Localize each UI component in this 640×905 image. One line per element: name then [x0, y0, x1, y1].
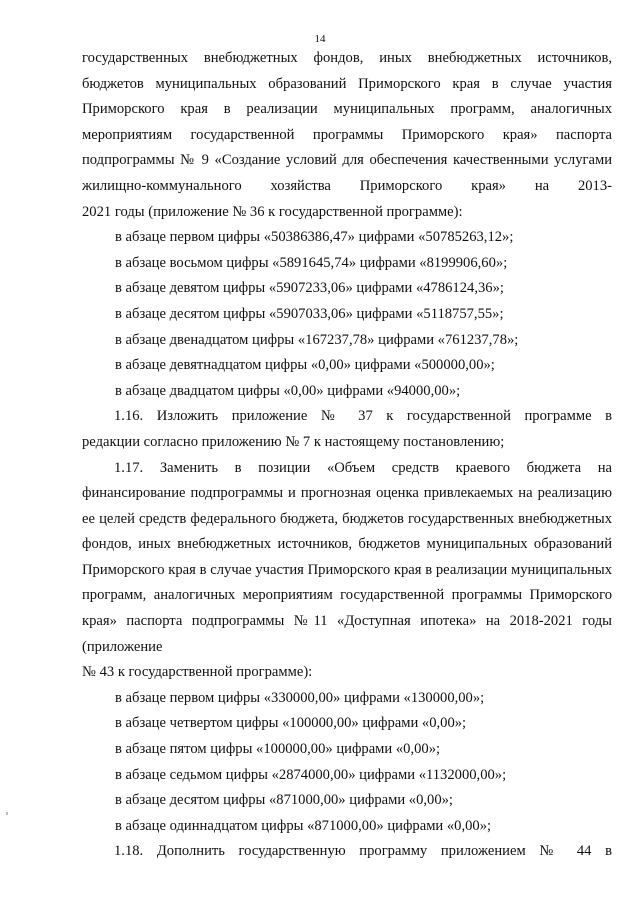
list-item: в абзаце девятом цифры «5907233,06» цифрами «4786124,36»; — [115, 280, 504, 297]
list-item: в абзаце четвертом цифры «100000,00» цифрами «0,00»; — [115, 715, 467, 732]
paragraph-1-18: 1.18. Дополнить государственную программу приложением № 44 в — [114, 843, 612, 860]
list-item: в абзаце первом цифры «330000,00» цифрами «130000,00»; — [115, 689, 485, 706]
paragraph-1-16: 1.16. Изложить приложение № 37 к государственной программе в — [114, 408, 612, 425]
list-item: в абзаце одиннадцатом цифры «871000,00» цифрами «0,00»; — [115, 817, 492, 834]
list-item: в абзаце восьмом цифры «5891645,74» цифрами «8199906,60»; — [115, 254, 508, 271]
paragraph-1-16-end: редакции согласно приложению № 7 к настоящему постановлению; — [82, 433, 505, 450]
list-item: в абзаце двенадцатом цифры «167237,78» цифрами «761237,78»; — [115, 331, 519, 348]
paragraph-1-17: 1.17. Заменить в позиции «Объем средств краевого бюджета на финансирование подпрограммы и прогнозная оценка привлекаемых на реализацию ее целей средств федерального бюджета, бюджетов государственных внебюджетных фондов, иных внебюджетных источников, бюджетов муниципальных образований Приморского края в случае участия Приморского края в реализации муниципальных программ, аналогичных мероприятиям государственной программы Приморского края» паспорта подпрограммы №11 «Доступная ипотека» на 2018-2021 годы (приложение — [82, 459, 612, 655]
scan-mark — [6, 812, 8, 815]
list-item: в абзаце двадцатом цифры «0,00» цифрами «94000,00»; — [115, 382, 461, 399]
list-item: в абзаце седьмом цифры «2874000,00» цифрами «1132000,00»; — [115, 766, 507, 783]
list-item: в абзаце первом цифры «50386386,47» цифрами «50785263,12»; — [115, 229, 514, 246]
paragraph-continuation: государственных внебюджетных фондов, иных внебюджетных источников, бюджетов муниципальных образований Приморского края в случае участия Приморского края в реализации муниципальных программ, аналогичных мероприятиям государственной программы Приморского края» паспорта подпрограммы № 9 «Создание условий для обеспечения качественными услугами жилищно-коммунального хозяйства Приморского края» на 2013- — [82, 50, 612, 194]
paragraph-1-17-end: № 43 к государственной программе): — [82, 664, 313, 681]
document-body — [82, 46, 612, 865]
list-item: в абзаце десятом цифры «871000,00» цифрами «0,00»; — [115, 792, 453, 809]
paragraph-continuation-end: 2021 годы (приложение № 36 к государственной программе): — [82, 203, 463, 220]
list-item: в абзаце десятом цифры «5907033,06» цифрами «5118757,55»; — [115, 305, 504, 322]
list-item: в абзаце пятом цифры «100000,00» цифрами «0,00»; — [115, 741, 441, 758]
list-item: в абзаце девятнадцатом цифры «0,00» цифрами «500000,00»; — [115, 357, 495, 374]
page-number: 14 — [314, 33, 326, 45]
